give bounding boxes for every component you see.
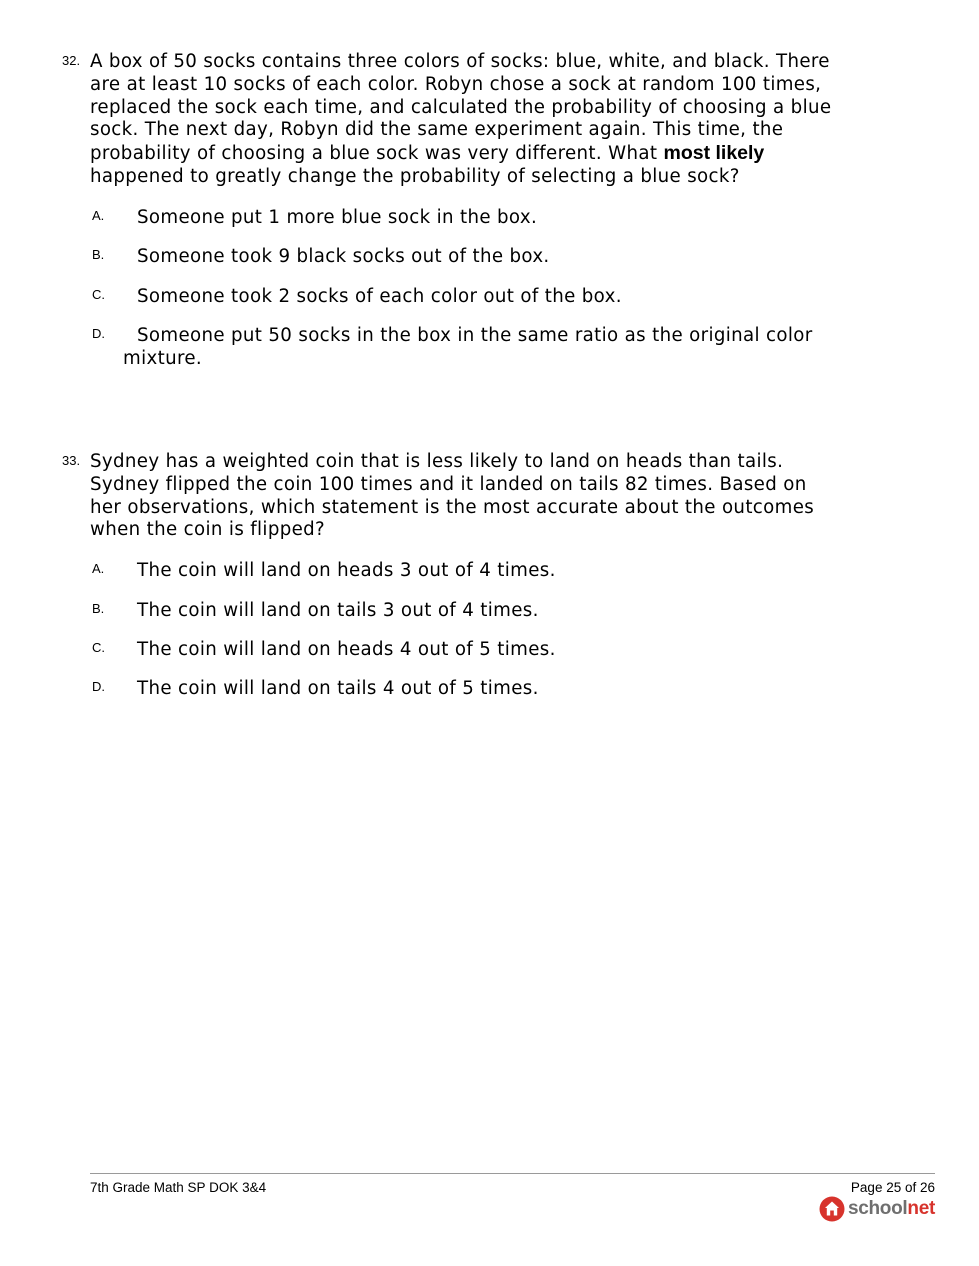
footer-divider	[90, 1173, 935, 1174]
choice-d[interactable]	[92, 325, 832, 371]
question-text-part: happened to greatly change the probability of selecting a blue sock?	[90, 165, 740, 187]
choice-text: Someone took 9 black socks out of the box.	[137, 246, 550, 268]
choice-letter: B.	[92, 600, 105, 616]
choice-text: The coin will land on heads 4 out of 5 times.	[137, 638, 556, 660]
house-icon	[819, 1196, 845, 1222]
schoolnet-logo	[819, 1196, 935, 1222]
choice-b[interactable]	[92, 600, 832, 623]
choice-letter: D.	[92, 679, 105, 695]
choice-text: Someone took 2 socks of each color out of the box.	[137, 285, 622, 307]
answer-choices	[92, 560, 832, 701]
question-number: 32.	[62, 53, 81, 68]
choice-text: The coin will land on tails 3 out of 4 times.	[137, 599, 539, 621]
answer-choices	[92, 207, 832, 371]
logo-text-school: school	[847, 1198, 908, 1219]
question-number: 33.	[62, 453, 81, 468]
question-emphasis: most likely	[663, 142, 765, 165]
question-text-part: A box of 50 socks contains three colors of socks: blue, white, and black. There are at least 10 socks of each color. Robyn chose a sock at random 100 times, replaced the sock each time, and calculated the probability of choosing a blue sock. The next day, Robyn did the same experiment again. This time, the probability of choosing a blue sock was very different. What	[90, 51, 832, 165]
question-text	[90, 51, 832, 189]
footer-document-title: 7th Grade Math SP DOK 3&4	[90, 1180, 267, 1195]
question-33	[62, 451, 832, 718]
choice-c[interactable]	[92, 639, 832, 662]
choice-letter: A.	[92, 561, 105, 577]
choice-letter: A.	[92, 207, 105, 223]
choice-d[interactable]	[92, 678, 832, 701]
choice-c[interactable]	[92, 286, 832, 309]
choice-a[interactable]	[92, 207, 832, 230]
logo-wordmark	[848, 1198, 935, 1220]
footer-page-number: Page 25 of 26	[850, 1180, 935, 1195]
choice-text: The coin will land on heads 3 out of 4 times.	[137, 560, 556, 582]
choice-text: The coin will land on tails 4 out of 5 times.	[137, 678, 539, 700]
choice-a[interactable]	[92, 560, 832, 583]
choice-text: Someone put 50 socks in the box in the same ratio as the original color mixture.	[123, 324, 813, 369]
choice-text: Someone put 1 more blue sock in the box.	[137, 206, 538, 228]
choice-b[interactable]	[92, 246, 832, 269]
question-text: Sydney has a weighted coin that is less likely to land on heads than tails. Sydney flipped the coin 100 times and it landed on tails 82 times. Based on her observations, which statement is the most accurate about the outcomes when the coin is flipped?	[90, 451, 815, 541]
logo-text-net: net	[907, 1198, 935, 1219]
choice-letter: D.	[92, 325, 105, 341]
choice-letter: C.	[92, 286, 105, 302]
choice-letter: B.	[92, 247, 105, 263]
choice-letter: C.	[92, 639, 105, 655]
question-32	[62, 51, 832, 387]
